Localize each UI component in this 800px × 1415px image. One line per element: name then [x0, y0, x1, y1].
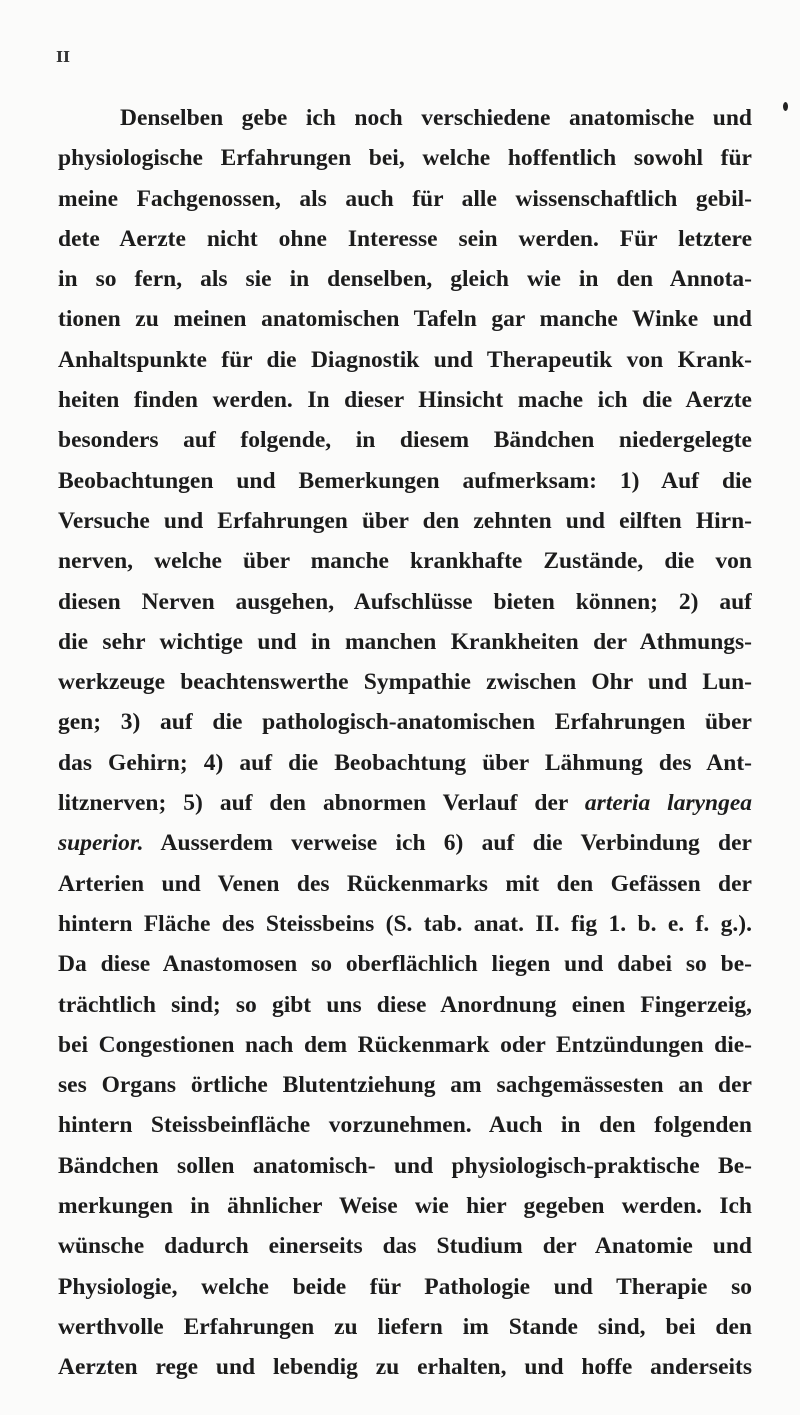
text-line: gen; 3) auf die pathologisch-anatomischen Erfahrungen über — [58, 709, 752, 736]
italic-term: superior. — [58, 830, 144, 857]
text-line-with-italic — [58, 783, 752, 823]
text-segment: litznerven; 5) auf den abnormen Verlauf der — [58, 790, 568, 817]
text-line: diesen Nerven ausgehen, Aufschlüsse bieten können; 2) auf — [58, 588, 752, 615]
text-line: Aerzten rege und lebendig zu erhalten, und hoffe anderseits — [58, 1354, 752, 1381]
ink-speck — [783, 102, 788, 111]
text-line: trächtlich sind; so gibt uns diese Anordnung einen Fingerzeig, — [58, 991, 752, 1018]
page-number: II — [56, 48, 71, 66]
text-line: ses Organs örtliche Blutentziehung am sachgemässesten an der — [58, 1072, 752, 1099]
text-line: Bändchen sollen anatomisch- und physiologisch-praktische Be- — [58, 1152, 752, 1179]
text-line: Arterien und Venen des Rückenmarks mit den Gefässen der — [58, 870, 752, 897]
text-line: Anhaltspunkte für die Diagnostik und Therapeutik von Krank- — [58, 346, 752, 373]
text-line: wünsche dadurch einerseits das Studium der Anatomie und — [58, 1233, 752, 1260]
text-line: Versuche und Erfahrungen über den zehnten und eilften Hirn- — [58, 507, 752, 534]
italic-term: arteria laryngea — [584, 790, 752, 817]
text-line: das Gehirn; 4) auf die Beobachtung über Lähmung des Ant- — [58, 749, 752, 776]
text-line: nerven, welche über manche krankhafte Zustände, die von — [58, 548, 752, 575]
text-line: physiologische Erfahrungen bei, welche hoffentlich sowohl für — [58, 145, 752, 172]
text-line: in so fern, als sie in denselben, gleich wie in den Annota- — [58, 266, 752, 293]
text-segment: Ausserdem verweise ich 6) auf die Verbindung der — [160, 830, 752, 857]
body-text — [58, 98, 752, 1388]
text-line: hintern Fläche des Steissbeins (S. tab. anat. II. fig 1. b. e. f. g.). — [58, 910, 752, 937]
text-line: hintern Steissbeinfläche vorzunehmen. Auch in den folgenden — [58, 1112, 752, 1139]
text-line: die sehr wichtige und in manchen Krankheiten der Athmungs- — [58, 628, 752, 655]
text-line: Physiologie, welche beide für Pathologie und Therapie so — [58, 1273, 752, 1300]
text-line-with-italic — [58, 823, 752, 863]
text-line: bei Congestionen nach dem Rückenmark oder Entzündungen die- — [58, 1031, 752, 1058]
text-line: merkungen in ähnlicher Weise wie hier gegeben werden. Ich — [58, 1193, 752, 1220]
text-line: werkzeuge beachtenswerthe Sympathie zwischen Ohr und Lun- — [58, 669, 752, 696]
text-line: Beobachtungen und Bemerkungen aufmerksam: 1) Auf die — [58, 467, 752, 494]
text-line: tionen zu meinen anatomischen Tafeln gar manche Winke und — [58, 306, 752, 333]
text-line: Da diese Anastomosen so oberflächlich liegen und dabei so be- — [58, 951, 752, 978]
text-line: werthvolle Erfahrungen zu liefern im Stande sind, bei den — [58, 1313, 752, 1340]
text-line: heiten finden werden. In dieser Hinsicht mache ich die Aerzte — [58, 387, 752, 414]
text-line: dete Aerzte nicht ohne Interesse sein werden. Für letztere — [58, 225, 752, 252]
text-line: besonders auf folgende, in diesem Bändchen niedergelegte — [58, 427, 752, 454]
text-line: meine Fachgenossen, als auch für alle wissenschaftlich gebil- — [58, 185, 752, 212]
text-line: Denselben gebe ich noch verschiedene anatomische und — [120, 105, 752, 131]
